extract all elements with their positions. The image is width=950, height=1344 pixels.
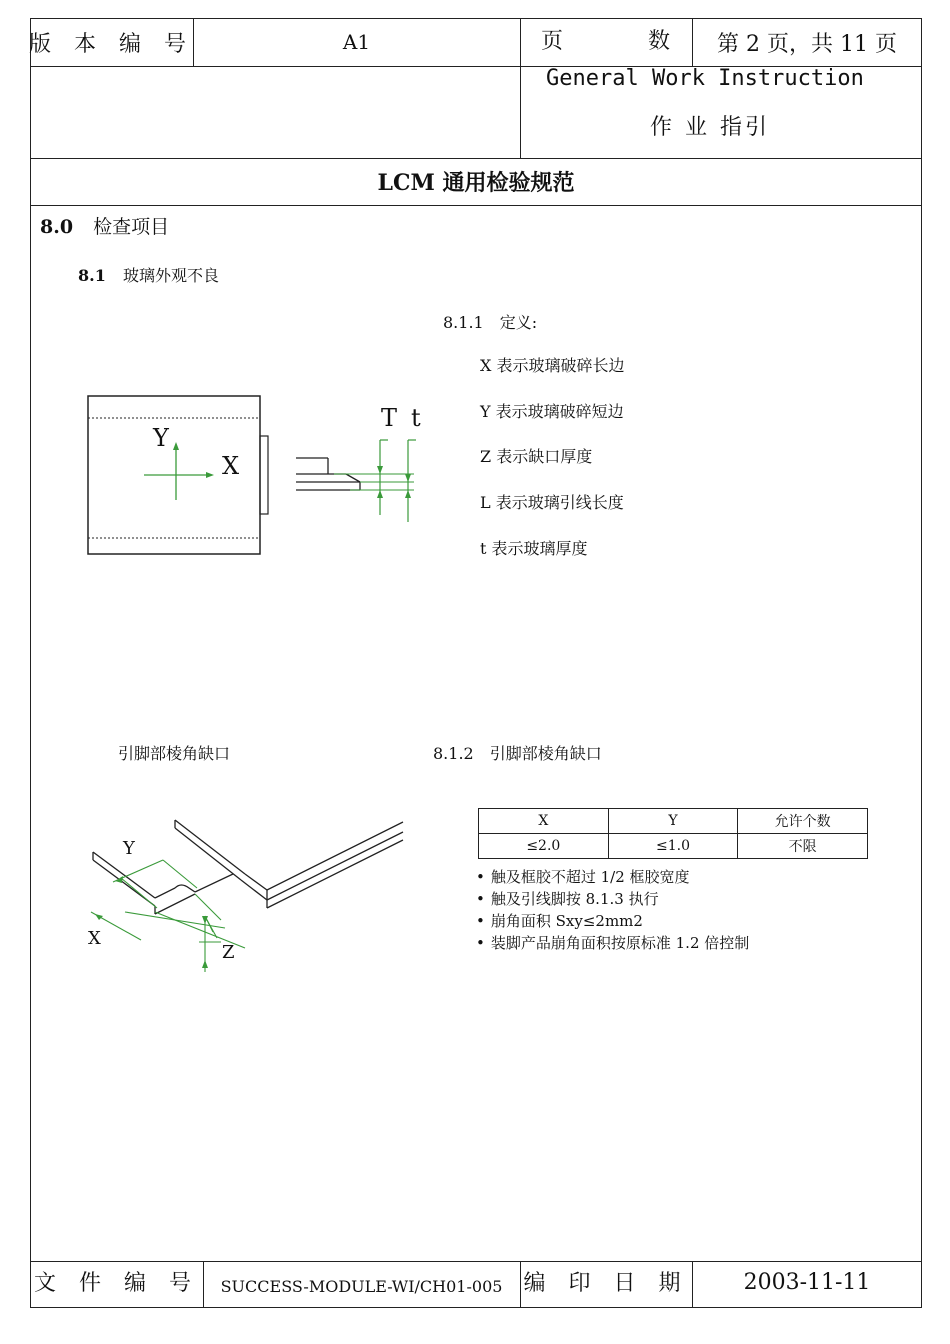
subsection-title: 玻璃外观不良 <box>122 266 219 285</box>
table-header-y: Y <box>608 809 738 834</box>
pin-corner-spec-table <box>478 808 868 859</box>
page-label: 页 <box>541 29 564 54</box>
table-header-count: 允许个数 <box>738 809 868 834</box>
thickness-T-label: T <box>381 404 398 432</box>
list-item: • 装脚产品崩角面积按原标准 1.2 倍控制 <box>476 932 749 954</box>
definition-item-z: Z 表示缺口厚度 <box>480 447 593 466</box>
glass-section-diagram <box>290 430 430 525</box>
instruction-en: General Work Instruction <box>546 66 864 91</box>
definition-heading: 8.1.1 定义: <box>443 313 538 332</box>
pin-corner-heading: 8.1.2 引脚部棱角缺口 <box>433 744 602 763</box>
header-divider-3 <box>30 205 922 206</box>
print-date-value: 2003-11-11 <box>743 1269 871 1295</box>
subsection-heading <box>78 263 219 286</box>
notch-z-label: Z <box>222 942 235 963</box>
axis-x-label: X <box>222 452 240 480</box>
list-item: • 触及框胶不超过 1/2 框胶宽度 <box>476 866 749 888</box>
table-row <box>479 834 868 859</box>
table-header-row <box>479 809 868 834</box>
pin-corner-notes <box>476 866 749 954</box>
subsection-number: 8.1 <box>78 266 106 285</box>
definition-item-y: Y 表示玻璃破碎短边 <box>480 402 624 421</box>
list-item: • 触及引线脚按 8.1.3 执行 <box>476 888 749 910</box>
file-number-label: 文 件 编 号 <box>34 1270 199 1296</box>
print-date-label: 编 印 日 期 <box>523 1270 689 1296</box>
section-title: 检查项目 <box>93 216 170 238</box>
section-heading <box>40 212 169 239</box>
section-number: 8.0 <box>40 216 74 238</box>
notch-y-label: Y <box>123 838 135 859</box>
definition-item-l: L 表示玻璃引线长度 <box>480 493 624 512</box>
version-value: A1 <box>342 30 371 54</box>
notch-x-label: X <box>88 928 101 949</box>
page-label-2: 数 <box>648 29 671 54</box>
page-value: 第 2 页，共 11 页 <box>717 31 897 57</box>
pin-corner-caption: 引脚部棱角缺口 <box>118 744 231 763</box>
glass-panel-diagram <box>80 390 280 565</box>
definition-item-t: t 表示玻璃厚度 <box>480 539 588 558</box>
doc-title: LCM 通用检验规范 <box>377 170 575 196</box>
table-cell-y: ≤1.0 <box>608 834 738 859</box>
table-cell-count: 不限 <box>738 834 868 859</box>
file-number-value: SUCCESS-MODULE-WI/CH01-005 <box>220 1276 503 1296</box>
instruction-cn: 作 业 指引 <box>650 115 770 140</box>
table-cell-x: ≤2.0 <box>479 834 609 859</box>
thickness-t-label: t <box>411 404 421 432</box>
definition-item-x: X 表示玻璃破碎长边 <box>480 356 625 375</box>
header-col-2 <box>520 18 521 158</box>
table-header-x: X <box>479 809 609 834</box>
version-label: 版 本 编 号 <box>29 31 194 57</box>
axis-y-label: Y <box>153 424 169 452</box>
list-item: • 崩角面积 Sxy≤2mm2 <box>476 910 749 932</box>
